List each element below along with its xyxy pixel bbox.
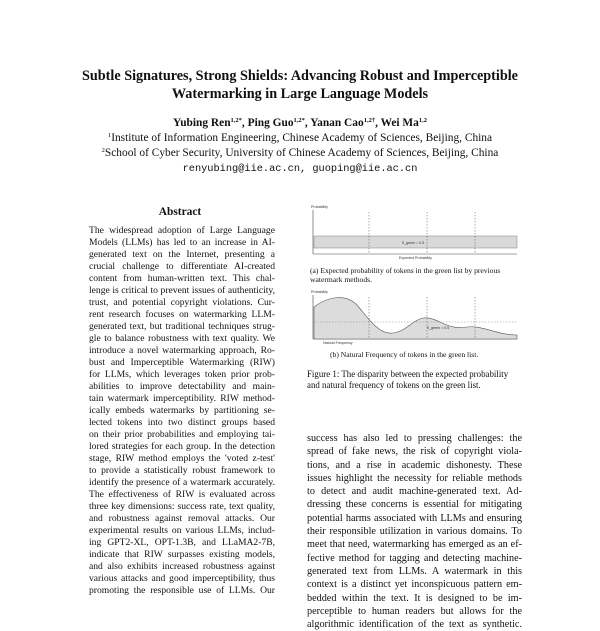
text-line: lored strategies for each group. In the detection <box>89 441 275 452</box>
figure-b-x-axis-label: Natural Frequency <box>323 341 353 345</box>
text-line: generated text from LLMs. A watermark in this <box>307 565 522 577</box>
author-marker: 1,2 <box>418 117 427 124</box>
text-line: indicate that RIW surpasses existing models, <box>89 549 275 560</box>
abstract-heading: Abstract <box>158 206 202 218</box>
text-line: perceptible to human readers but allows for the <box>307 605 522 617</box>
text-line: Models (LLMs) has led to an increase in AI- <box>89 237 275 248</box>
author-name: Ping Guo <box>247 117 294 129</box>
text-line: algorithmic identification of the text as synthetic. <box>307 619 522 631</box>
text-line: The effectiveness of RIW is evaluated across <box>89 489 275 500</box>
figure-a-x-axis-label: Expected Probability <box>399 256 432 260</box>
affiliation-marker: 2 <box>101 147 105 154</box>
text-line: bust and Imperceptible Watermarking (RIW) <box>89 357 275 368</box>
abstract-body <box>89 225 275 597</box>
text-line: to detect and audit machine-generated text. Ad- <box>307 486 522 498</box>
author-list: Yubing Ren$^{1,2*}$, Ping Guo$^{1,2*}$, Yanan Cao$^{1,2\dagger}$, Wei Ma$^{1,2}$ <box>173 117 427 129</box>
text-line: tain watermark imperceptibility. RIW method- <box>89 393 275 404</box>
figure-a-y-axis-label: Probability <box>311 205 328 209</box>
author-name: Yanan Cao <box>310 117 364 129</box>
paper-title-line-2: Watermarking in Large Language Models <box>171 86 429 102</box>
text-line: crucial challenge to differentiate AI-created <box>89 261 275 272</box>
author-marker: 1,2† <box>363 117 376 124</box>
text-line: on their prior probabilities and employing tai- <box>89 429 275 440</box>
text-line: abilities to improve detectability and main- <box>89 381 275 392</box>
figure-caption: Figure 1: The disparity between the expected probability and natural frequency of tokens on the green list. <box>307 369 509 391</box>
author-marker: 1,2* <box>230 117 242 124</box>
author-marker: 1,2* <box>293 117 305 124</box>
text-line: dressing these concerns is essential for mitigating <box>307 499 522 511</box>
paper-title-line-1: Subtle Signatures, Strong Shields: Advancing Robust and Imperceptible <box>82 68 518 84</box>
figure-b-caption: (b) Natural Frequency of tokens in the green list. <box>330 350 479 359</box>
text-line: gle to balance robustness with text quality. We <box>89 333 275 344</box>
text-line: lected tokens into two distinct groups based <box>89 417 275 428</box>
text-line: fective method for tagging and detecting machine- <box>307 552 522 564</box>
text-line: to provide a statistically robust framework to <box>89 465 275 476</box>
figure-b-plot <box>307 285 522 347</box>
author-name: Wei Ma <box>380 117 419 129</box>
text-line: The widespread adoption of Large Language <box>89 225 275 236</box>
text-line: their responsible utilization in various domains. To <box>307 526 522 538</box>
text-line: context is a distinct yet inconspicuous pattern em- <box>307 579 522 591</box>
text-line: potential harms associated with LLMs and ensuring <box>307 512 522 524</box>
text-line: ically embeds watermarks by partitioning se- <box>89 405 275 416</box>
text-line: experimental results on various LLMs, includ- <box>89 525 275 536</box>
figure-a-region-label: δ_green = 0.5 <box>402 241 425 245</box>
figure-b-y-axis-label: Probability <box>311 290 328 294</box>
text-line: for LLMs, which leverages token prior prob- <box>89 369 275 380</box>
text-line: introduce a novel watermarking approach, Ro- <box>89 345 275 356</box>
text-line: tions, and a rise in academic dishonesty. These <box>307 459 522 471</box>
affiliation-1: $^1$Institute of Information Engineering, Chinese Academy of Sciences, Beijing, China <box>107 132 493 144</box>
text-line: lenge is critical to prevent issues of authenticity, <box>89 285 275 296</box>
text-line: three key dimensions: success rate, text quality, <box>89 501 275 512</box>
author-name: Yubing Ren <box>173 117 231 129</box>
text-line: content from human-written text. This chal- <box>89 273 275 284</box>
text-line: bedded within the text. It is designed to be im- <box>307 592 522 604</box>
text-line: various attacks and good imperceptibility, thus <box>89 573 275 584</box>
figure-a-caption: (a) Expected probability of tokens in the green list by previous watermark methods. <box>310 266 501 285</box>
figure-a-plot <box>307 200 522 262</box>
text-line: and robustness against removal attacks. Our <box>89 513 275 524</box>
text-line: and also exhibits increased robustness against <box>89 561 275 572</box>
affiliation-marker: 1 <box>107 132 112 139</box>
text-line: identify the presence of a watermark accurately. <box>89 477 275 488</box>
text-line: rent research focuses on watermarking LLM- <box>89 309 275 320</box>
text-line: generated text on the Internet, presenting a <box>89 249 275 260</box>
text-line: success has also led to pressing challenges: the <box>307 433 522 444</box>
author-emails: renyubing@iie.ac.cn, guoping@iie.ac.cn <box>182 163 418 175</box>
text-line: generated text, but traditional techniques strug- <box>89 321 275 332</box>
introduction-body <box>307 432 522 631</box>
text-line: stage, RIW method employs the 'voted z-test' <box>89 453 275 464</box>
text-line: issues highlight the necessity for reliable methods <box>307 472 522 484</box>
figure-b-region-label: δ_green = 0.5 <box>427 326 450 330</box>
text-line: spread of fake news, the risk of copyright viola- <box>307 446 522 458</box>
affiliation-2: $^2$School of Cyber Security, University of Chinese Academy of Sciences, Beijing, China <box>101 147 499 159</box>
text-line: trust, and potential copyright violations. Cur- <box>89 297 275 308</box>
figure-b-frequency-curve <box>314 298 517 339</box>
text-line: meet that need, watermarking has emerged as an ef- <box>307 539 522 551</box>
text-line: promoting the responsible use of LLMs. Our <box>89 585 275 596</box>
text-line: ing GPT2-XL, OPT-1.3B, and LLaMA2-7B, <box>89 537 275 548</box>
